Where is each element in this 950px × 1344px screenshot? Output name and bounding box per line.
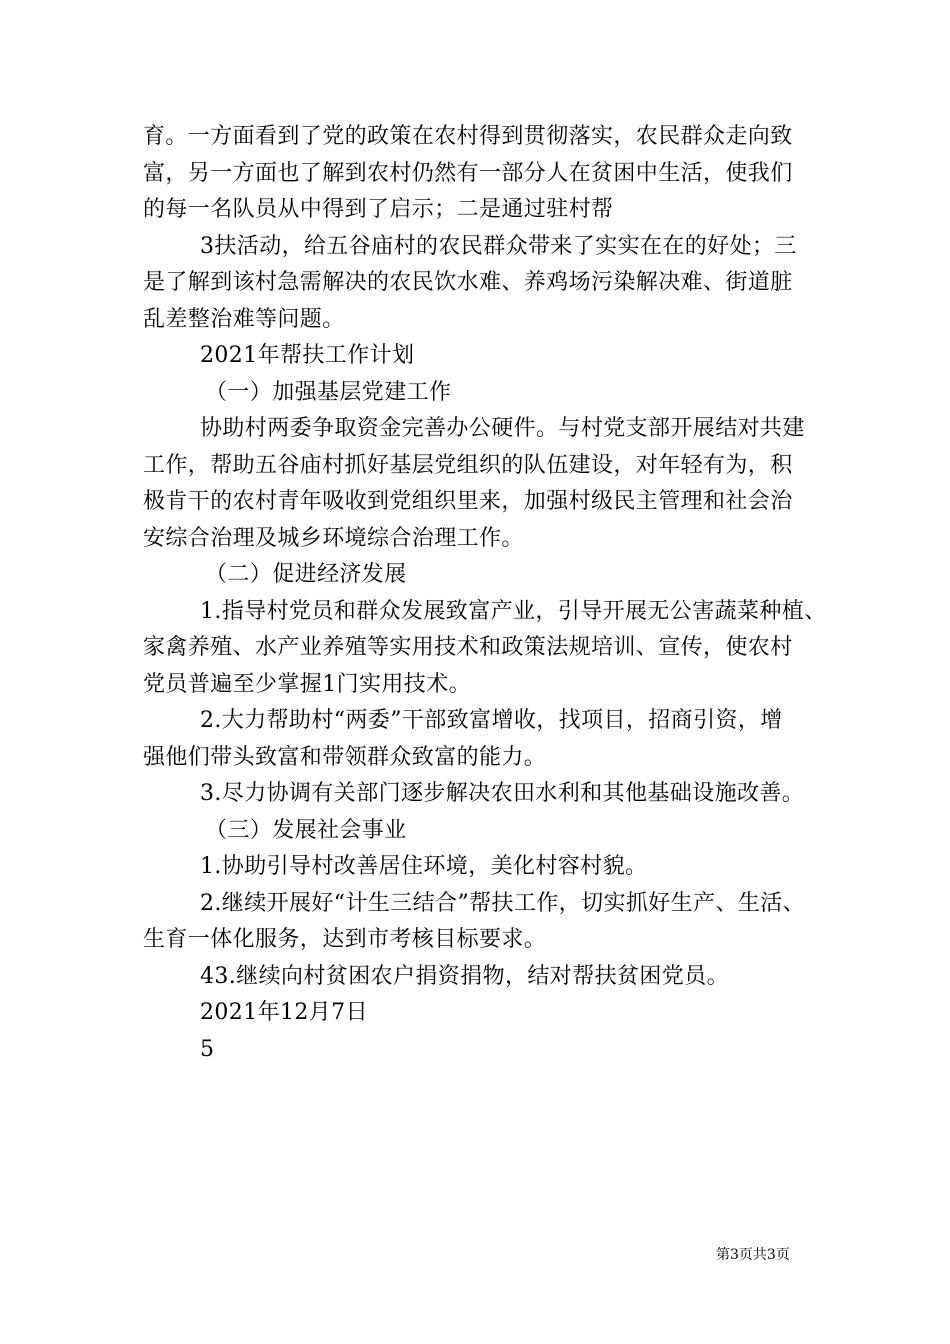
text-line: 3.尽力协调有关部门逐步解决农田水利和其他基础设施改善。: [200, 781, 805, 806]
section-heading: 2021年帮扶工作计划: [200, 343, 415, 368]
text-line: 工作，帮助五谷庙村抓好基层党组织的队伍建设，对年轻有为，积: [143, 452, 793, 478]
text-line: 党员普遍至少掌握1门实用技术。: [143, 671, 471, 697]
text-line: 1.协助引导村改善居住环境，美化村容村貌。: [200, 854, 648, 879]
text-line: 协助村两委争取资金完善办公硬件。与村党支部开展结对共建: [200, 416, 805, 441]
page-footer: 第3页共3页: [716, 1247, 790, 1263]
text-line: 富，另一方面也了解到农村仍然有一部分人在贫困中生活，使我们: [143, 160, 793, 186]
text-line: 强他们带头致富和带领群众致富的能力。: [143, 744, 547, 770]
document-date: 2021年12月7日: [200, 1000, 368, 1025]
text-line: 生育一体化服务，达到市考核目标要求。: [143, 927, 547, 952]
text-line: 2.大力帮助村“两委”干部致富增收，找项目，招商引资，增: [200, 708, 783, 733]
subsection-heading: （三）发展社会事业: [205, 817, 407, 843]
text-line: 5: [200, 1036, 215, 1062]
text-line: 乱差整治难等问题。: [143, 306, 345, 332]
text-line: 是了解到该村急需解决的农民饮水难、养鸡场污染解决难、街道脏: [143, 270, 793, 295]
text-line: 1.指导村党员和群众发展致富产业，引导开展无公害蔬菜种植、: [200, 598, 827, 624]
text-line: 的每一名队员从中得到了启示；二是通过驻村帮: [143, 197, 614, 222]
text-line: 安综合治理及城乡环境综合治理工作。: [143, 525, 524, 551]
text-line: 极肯干的农村青年吸收到党组织里来，加强村级民主管理和社会治: [143, 489, 793, 514]
text-line: 3扶活动，给五谷庙村的农民群众带来了实实在在的好处；三: [200, 233, 797, 259]
text-line: 2.继续开展好“计生三结合”帮扶工作，切实抓好生产、生活、: [200, 890, 806, 916]
text-line: 43.继续向村贫困农户捐资捐物，结对帮扶贫困党员。: [200, 963, 729, 989]
subsection-heading: （一）加强基层党建工作: [205, 379, 452, 405]
text-line: 育。一方面看到了党的政策在农村得到贯彻落实，农民群众走向致: [143, 124, 793, 149]
document-body: [143, 119, 827, 1068]
subsection-heading: （二）促进经济发展: [205, 562, 407, 587]
text-line: 家禽养殖、水产业养殖等实用技术和政策法规培训、宣传，使农村: [143, 635, 793, 660]
